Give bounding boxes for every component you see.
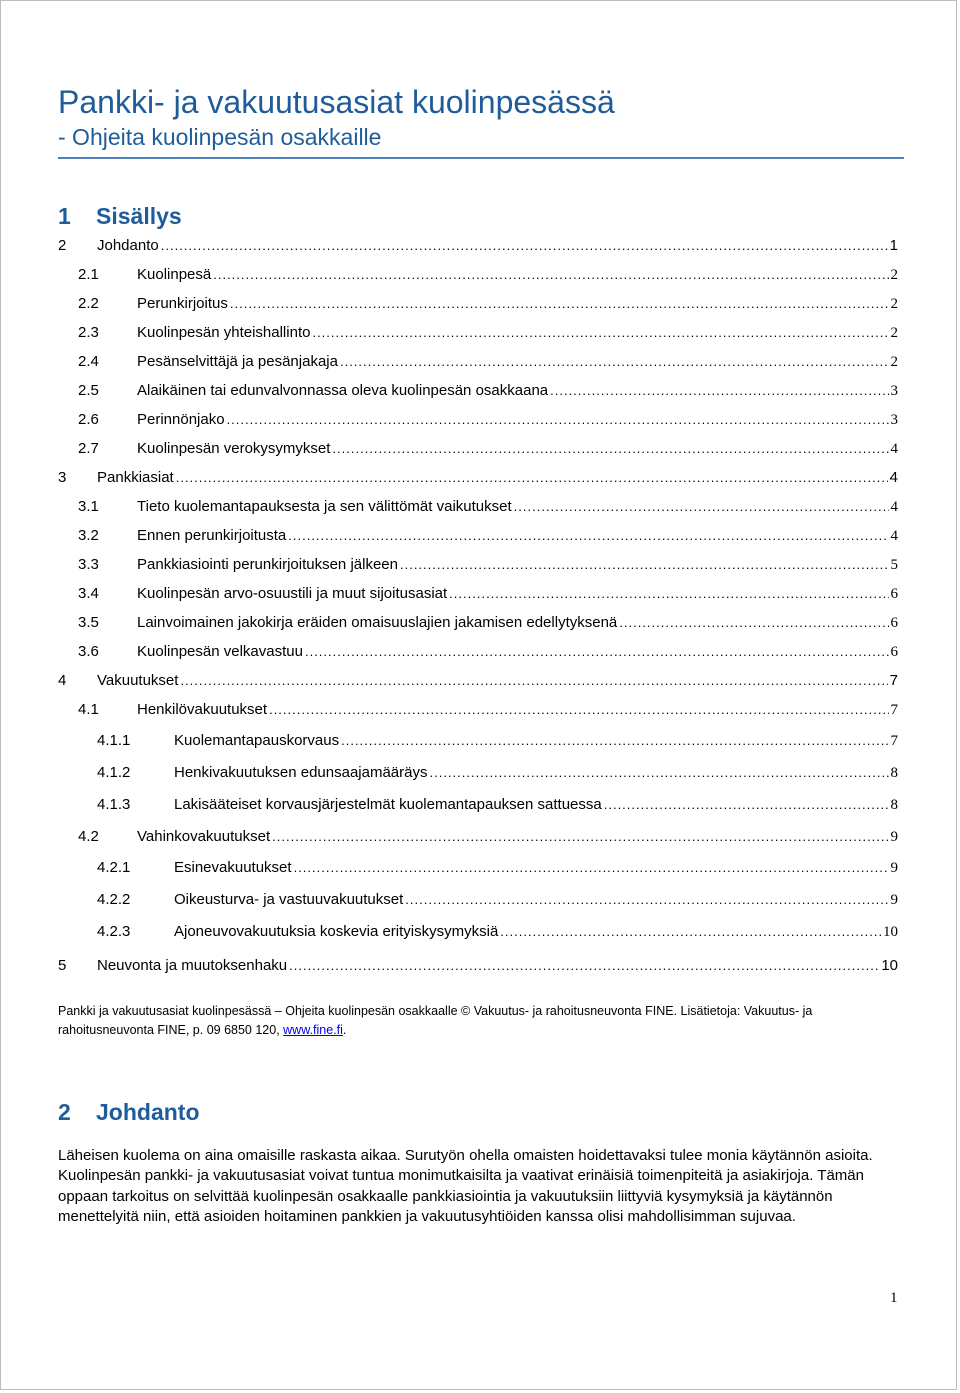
toc-entry-number: 4.1.3 [97, 796, 131, 813]
toc-entry[interactable] [58, 236, 898, 256]
toc-entry-page: 9 [890, 892, 898, 908]
toc-entry-label: Kuolinpesän yhteishallinto [137, 324, 311, 341]
toc-entry[interactable] [78, 381, 898, 401]
toc-entry-page: 2 [890, 296, 898, 312]
toc-entry[interactable] [78, 555, 898, 575]
toc-leader [305, 642, 889, 662]
toc-leader [550, 381, 888, 401]
toc-entry-label: Johdanto [97, 237, 159, 254]
toc-entry-label: Lakisääteiset korvausjärjestelmät kuolemantapauksen sattuessa [174, 796, 602, 813]
toc-entry-page: 8 [890, 797, 898, 813]
toc-entry-page: 8 [890, 765, 898, 781]
toc-entry-number: 3.4 [78, 585, 99, 602]
copyright-end: . [342, 1023, 347, 1037]
toc-entry-number: 3.6 [78, 643, 99, 660]
toc-leader [449, 584, 888, 604]
toc-leader [340, 352, 889, 372]
toc-entry-number: 3.5 [78, 614, 99, 631]
intro-heading [58, 1098, 200, 1126]
toc-entry-label: Ajoneuvovakuutuksia koskevia erityiskysymyksiä [174, 923, 499, 940]
toc-entry[interactable] [58, 468, 898, 488]
toc-entry-number: 2.4 [78, 353, 99, 370]
toc-leader [332, 439, 888, 459]
toc-entry[interactable] [78, 439, 898, 459]
toc-leader [272, 827, 888, 847]
toc-leader [288, 526, 888, 546]
toc-entry-number: 2.6 [78, 411, 99, 428]
toc-leader [405, 890, 888, 910]
intro-paragraph: Läheisen kuolema on aina omaisille raskasta aikaa. Surutyön ohella omaisten hoidettavaksi tulee monia käytännön asioita. Kuolinpesän pankki- ja vakuutusasiat voivat tuntua monimutkaisilta ja vaativat erinäisiä toimenpiteitä ja asiakirjoja. Tämän oppaan tarkoitus on selvittää kuolinpesän osakkaalle pankkiasiointia ja vakuutuksiin liittyviä kysymyksiä ja käytännön menettelyitä niin, että asioiden hoitaminen pankkien ja vakuutusyhtiöiden kanssa olisi mahdollisimman sujuvaa. [58, 1147, 873, 1226]
toc-entry[interactable] [78, 526, 898, 546]
toc-entry-label: Oikeusturva- ja vastuuvakuutukset [174, 891, 404, 908]
toc-entry[interactable] [97, 858, 898, 878]
toc-entry[interactable] [78, 642, 898, 662]
toc-entry-page: 1 [889, 237, 898, 254]
toc-entry-page: 7 [890, 702, 898, 718]
title-divider [58, 157, 904, 159]
toc-entry-page: 6 [890, 586, 898, 602]
toc-entry-page: 2 [890, 267, 898, 283]
copyright-note [58, 1002, 900, 1040]
document-title: Pankki- ja vakuutusasiat kuolinpesässä [58, 84, 615, 120]
toc-entry-label: Pankkiasiat [97, 469, 174, 486]
intro-heading-label: Johdanto [96, 1099, 200, 1125]
toc-entry-number: 4.2 [78, 828, 99, 845]
toc-entry-page: 3 [890, 383, 898, 399]
toc-leader [604, 795, 889, 815]
toc-entry-label: Tieto kuolemantapauksesta ja sen välittömät vaikutukset [137, 498, 512, 515]
toc-entry[interactable] [78, 584, 898, 604]
toc-entry[interactable] [78, 700, 898, 720]
toc-entry[interactable] [58, 956, 898, 976]
toc-entry[interactable] [78, 827, 898, 847]
toc-heading [58, 202, 182, 230]
toc-entry-label: Vakuutukset [97, 672, 179, 689]
toc-entry-number: 2.3 [78, 324, 99, 341]
toc-entry-label: Alaikäinen tai edunvalvonnassa oleva kuolinpesän osakkaana [137, 382, 549, 399]
toc-entry-label: Esinevakuutukset [174, 859, 292, 876]
toc-entry-page: 4 [889, 469, 898, 486]
toc-entry-number: 4.2.3 [97, 923, 131, 940]
toc-entry-page: 10 [881, 957, 898, 974]
toc-leader [227, 410, 889, 430]
toc-entry-number: 4.1.1 [97, 732, 131, 749]
toc-heading-label: Sisällys [96, 203, 182, 229]
toc-entry-number: 4 [58, 672, 67, 689]
toc-entry[interactable] [78, 323, 898, 343]
toc-entry-label: Henkivakuutuksen edunsaajamääräys [174, 764, 428, 781]
toc-entry-number: 2.1 [78, 266, 99, 283]
toc-entry-number: 3.2 [78, 527, 99, 544]
toc-entry-number: 2.7 [78, 440, 99, 457]
toc-entry[interactable] [97, 922, 898, 942]
toc-entry-label: Pankkiasiointi perunkirjoituksen jälkeen [137, 556, 398, 573]
toc-leader [180, 671, 887, 691]
toc-entry-page: 4 [890, 528, 898, 544]
toc-entry[interactable] [78, 410, 898, 430]
toc-entry[interactable] [58, 671, 898, 691]
copyright-text: Pankki ja vakuutusasiat kuolinpesässä – Ohjeita kuolinpesän osakkaalle © Vakuutus- ja rahoitusneuvonta FINE. Lisätietoja: Vakuutus- ja rahoitusneuvonta FINE, p. 09 6850 120, [58, 1004, 813, 1037]
toc-entry-page: 3 [890, 412, 898, 428]
toc-entry-page: 2 [890, 354, 898, 370]
toc-entry-page: 6 [890, 615, 898, 631]
toc-leader [269, 700, 888, 720]
toc-leader [400, 555, 889, 575]
toc-entry-number: 2.2 [78, 295, 99, 312]
toc-entry[interactable] [78, 294, 898, 314]
toc-entry-page: 4 [890, 441, 898, 457]
toc-entry[interactable] [97, 890, 898, 910]
toc-leader [514, 497, 889, 517]
toc-entry-number: 4.1.2 [97, 764, 131, 781]
document-subtitle: - Ohjeita kuolinpesän osakkaille [58, 124, 382, 150]
toc-entry-label: Henkilövakuutukset [137, 701, 268, 718]
toc-entry-number: 4.1 [78, 701, 99, 718]
toc-leader [500, 922, 881, 942]
toc-entry-number: 3.1 [78, 498, 99, 515]
toc-entry-label: Kuolinpesän velkavastuu [137, 643, 303, 660]
toc-entry-page: 9 [890, 829, 898, 845]
toc-entry-page: 10 [883, 924, 898, 940]
toc-entry[interactable] [78, 352, 898, 372]
toc-leader [294, 858, 889, 878]
toc-entry-label: Kuolinpesän verokysymykset [137, 440, 331, 457]
toc-entry-label: Vahinkovakuutukset [137, 828, 271, 845]
intro-heading-number: 2 [58, 1099, 71, 1125]
toc-entry-number: 4.2.1 [97, 859, 131, 876]
toc-entry-label: Pesänselvittäjä ja pesänjakaja [137, 353, 338, 370]
toc-entry-label: Perinnönjako [137, 411, 225, 428]
toc-entry-page: 7 [890, 733, 898, 749]
toc-entry-page: 5 [890, 557, 898, 573]
toc-entry-label: Kuolemantapauskorvaus [174, 732, 340, 749]
toc-entry[interactable] [78, 265, 898, 285]
toc-entry-label: Perunkirjoitus [137, 295, 228, 312]
toc-leader [230, 294, 889, 314]
toc-leader [619, 613, 888, 633]
toc-entry[interactable] [97, 763, 898, 783]
toc-entry[interactable] [97, 731, 898, 751]
toc-entry-number: 3 [58, 469, 67, 486]
toc-leader [429, 763, 888, 783]
toc-entry-number: 4.2.2 [97, 891, 131, 908]
toc-entry-page: 2 [890, 325, 898, 341]
toc-leader [312, 323, 888, 343]
toc-entry[interactable] [78, 613, 898, 633]
toc-leader [341, 731, 888, 751]
toc-entry[interactable] [97, 795, 898, 815]
fine-website-link[interactable]: www.fine.fi [283, 1023, 343, 1037]
toc-entry-page: 4 [890, 499, 898, 515]
toc-entry-label: Kuolinpesän arvo-osuustili ja muut sijoitusasiat [137, 585, 448, 602]
toc-entry[interactable] [78, 497, 898, 517]
page-number: 1 [890, 1290, 898, 1306]
toc-leader [176, 468, 888, 488]
toc-heading-number: 1 [58, 203, 71, 229]
toc-entry-label: Kuolinpesä [137, 266, 212, 283]
toc-entry-label: Neuvonta ja muutoksenhaku [97, 957, 288, 974]
toc-entry-number: 2 [58, 237, 67, 254]
toc-entry-page: 9 [890, 860, 898, 876]
toc-leader [289, 956, 879, 976]
toc-entry-number: 2.5 [78, 382, 99, 399]
toc-leader [213, 265, 888, 285]
toc-entry-label: Ennen perunkirjoitusta [137, 527, 287, 544]
toc-entry-label: Lainvoimainen jakokirja eräiden omaisuuslajien jakamisen edellytyksenä [137, 614, 618, 631]
toc-entry-page: 6 [890, 644, 898, 660]
toc-entry-number: 5 [58, 957, 67, 974]
toc-entry-page: 7 [889, 672, 898, 689]
toc-leader [161, 236, 888, 256]
toc-entry-number: 3.3 [78, 556, 99, 573]
